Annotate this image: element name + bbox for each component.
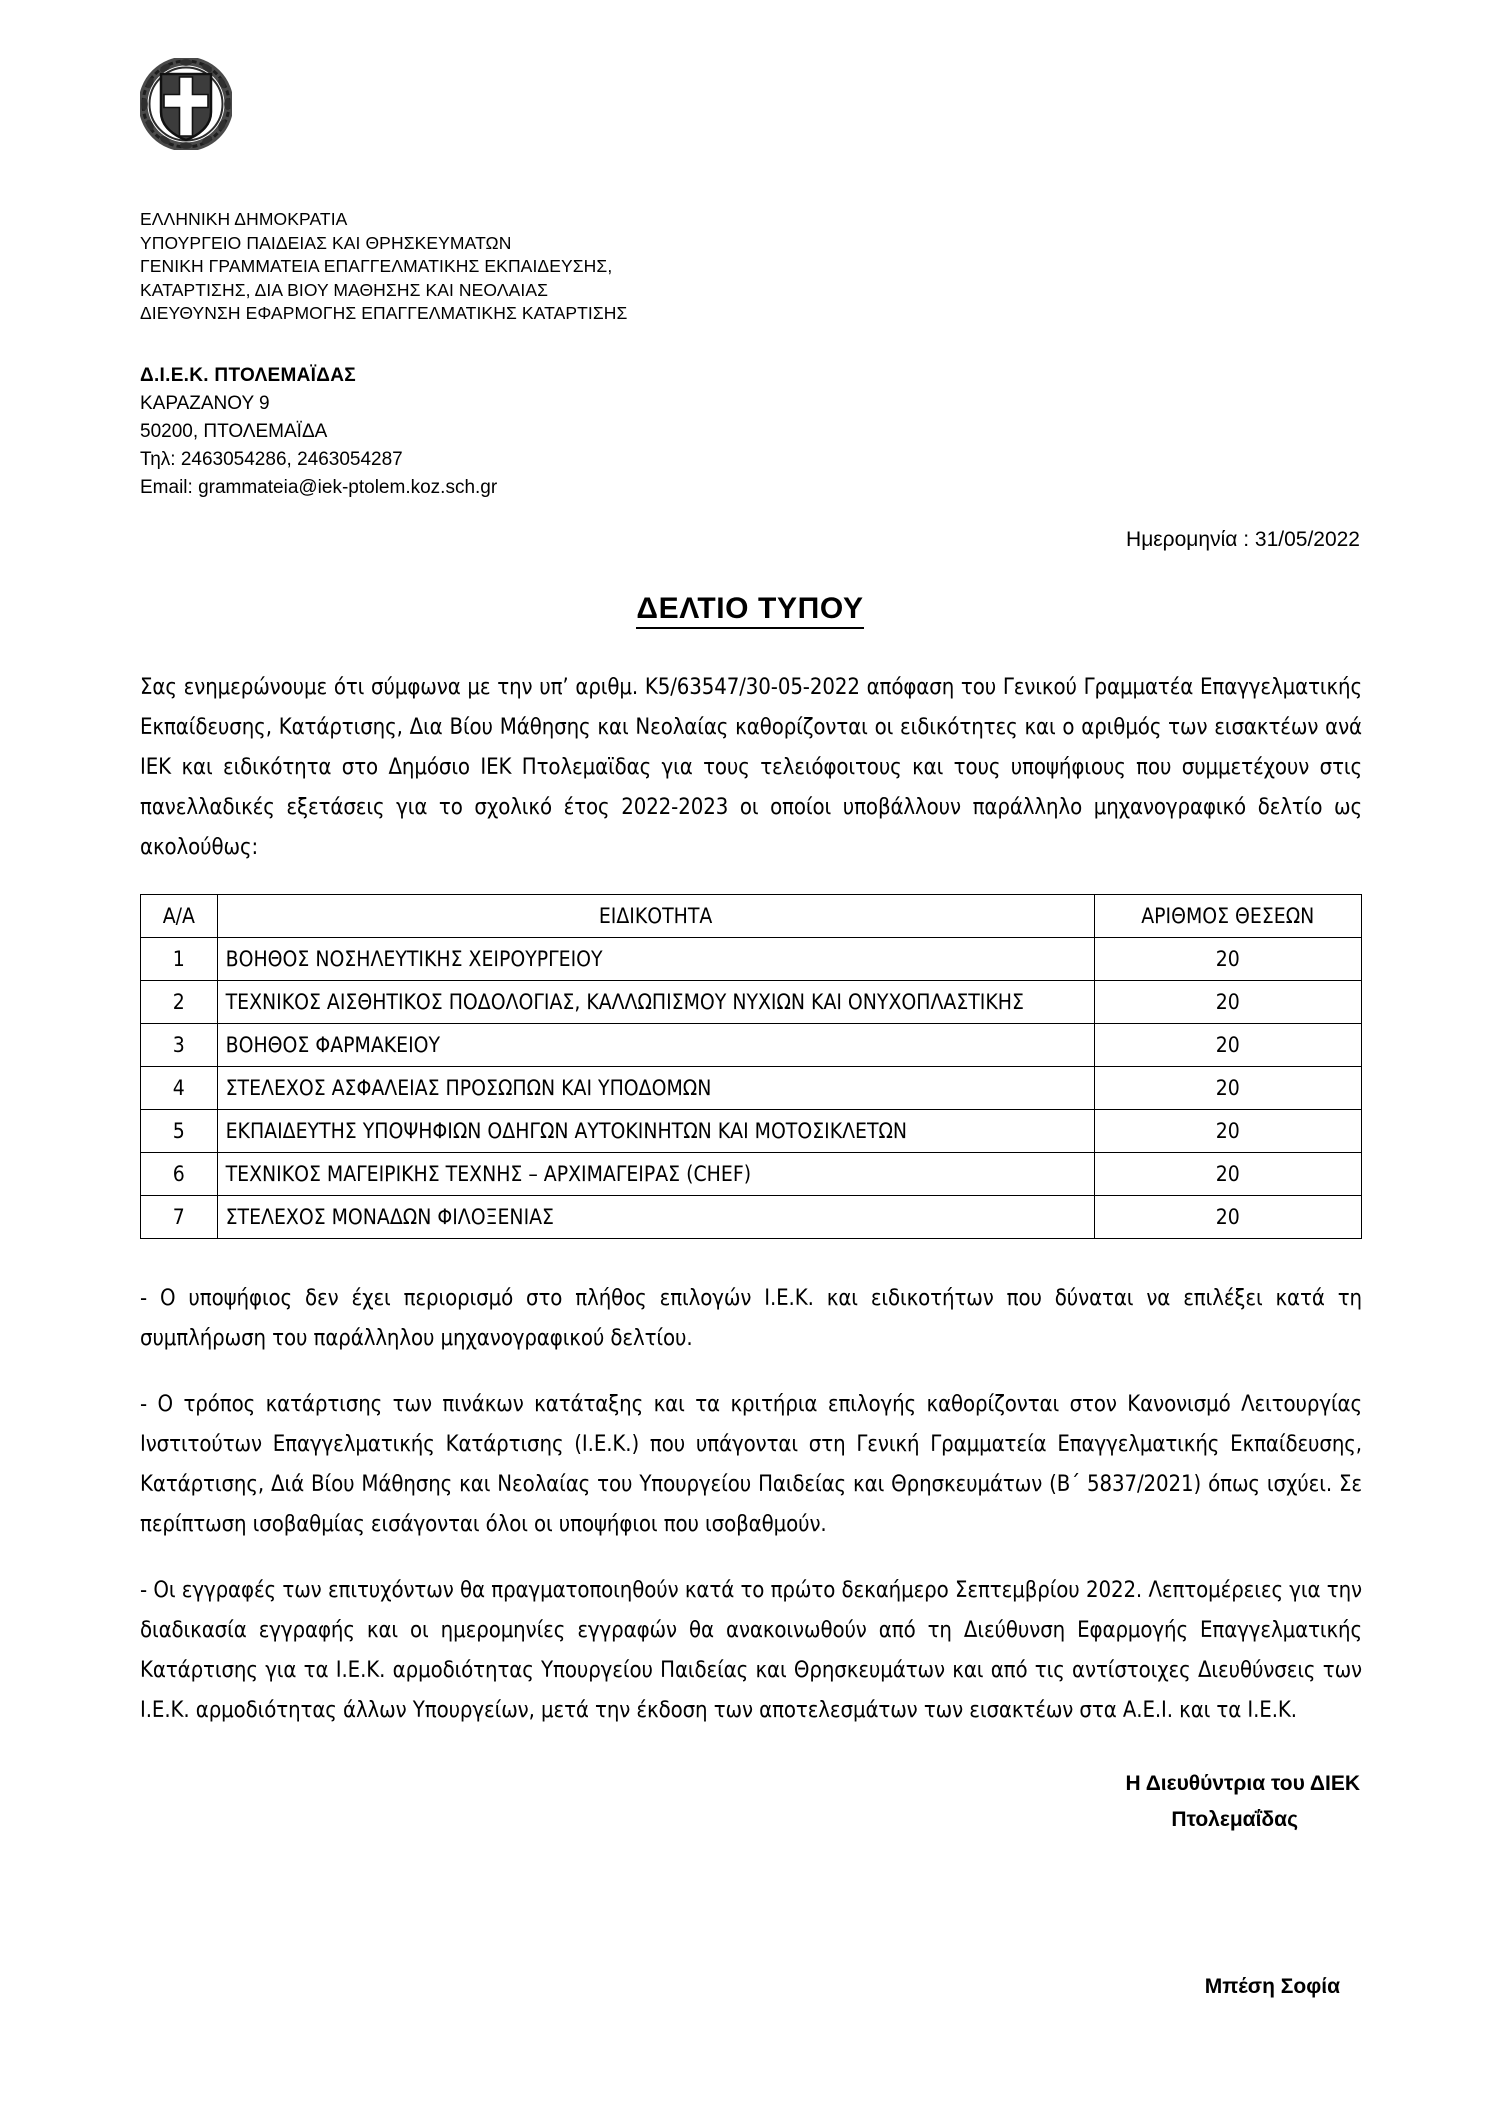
cell-index: 6 <box>141 1153 218 1196</box>
cell-specialty: ΒΟΗΘΟΣ ΝΟΣΗΛΕΥΤΙΚΗΣ ΧΕΙΡΟΥΡΓΕΙΟΥ <box>217 938 1094 981</box>
cell-positions: 20 <box>1094 1153 1361 1196</box>
intro-paragraph: Σας ενημερώνουμε ότι σύμφωνα με την υπ’ αριθμ. Κ5/63547/30-05-2022 απόφαση του Γενικού Γραμματέα Επαγγελματικής Εκπαίδευσης, Κατάρτισης, Δια Βίου Μάθησης και Νεολαίας καθορίζονται οι ειδικότητες και ο αριθμός των εισακτέων ανά ΙΕΚ και ειδικότητα στο Δημόσιο ΙΕΚ Πτολεμαϊδας για τους τελειόφοιτους και τους υποψήφιους που συμμετέχουν στις πανελλαδικές εξετάσεις για το σχολικό έτος 2022-2023 οι οποίοι υποβάλλουν παράλληλο μηχανογραφικό δελτίο ως ακολούθως: <box>140 675 1362 860</box>
document-body <box>140 668 1362 1731</box>
note-paragraph-2: - Ο τρόπος κατάρτισης των πινάκων κατάταξης και τα κριτήρια επιλογής καθορίζονται στον Κανονισμό Λειτουργίας Ινστιτούτων Επαγγελματικής Κατάρτισης (Ι.Ε.Κ.) που υπάγονται στη Γενική Γραμματεία Επαγγελματικής Εκπαίδευσης, Κατάρτισης, Διά Βίου Μάθησης και Νεολαίας του Υπουργείου Παιδείας και Θρησκευμάτων (Β΄ 5837/2021) όπως ισχύει. Σε περίπτωση ισοβαθμίας εισάγονται όλοι οι υποψήφιοι που ισοβαθμούν. <box>140 1392 1362 1537</box>
cell-specialty: ΣΤΕΛΕΧΟΣ ΜΟΝΑΔΩΝ ΦΙΛΟΞΕΝΙΑΣ <box>217 1196 1094 1239</box>
cell-positions: 20 <box>1094 1067 1361 1110</box>
organization-email: Email: grammateia@iek-ptolem.koz.sch.gr <box>140 477 498 498</box>
cell-positions: 20 <box>1094 1196 1361 1239</box>
cell-positions: 20 <box>1094 1024 1361 1067</box>
table-header-row <box>141 895 1362 938</box>
page-title-text: ΔΕΛΤΙΟ ΤΥΠΟΥ <box>636 592 863 629</box>
table-row <box>141 1196 1362 1239</box>
cell-positions: 20 <box>1094 981 1361 1024</box>
letterhead-line-1: ΕΛΛΗΝΙΚΗ ΔΗΜΟΚΡΑΤΙΑ <box>140 209 348 229</box>
table-row <box>141 938 1362 981</box>
letterhead-line-4: ΚΑΤΑΡΤΙΣΗΣ, ΔΙΑ ΒΙΟΥ ΜΑΘΗΣΗΣ ΚΑΙ ΝΕΟΛΑΙΑΣ <box>140 279 549 300</box>
cell-specialty: ΤΕΧΝΙΚΟΣ ΜΑΓΕΙΡΙΚΗΣ ΤΕΧΝΗΣ – ΑΡΧΙΜΑΓΕΙΡΑΣ (CHEF) <box>217 1153 1094 1196</box>
letterhead-line-5: ΔΙΕΥΘΥΝΣΗ ΕΦΑΡΜΟΓΗΣ ΕΠΑΓΓΕΛΜΑΤΙΚΗΣ ΚΑΤΑΡΤΙΣΗΣ <box>140 303 628 323</box>
table-row <box>141 1067 1362 1110</box>
cell-index: 3 <box>141 1024 218 1067</box>
cell-specialty: ΤΕΧΝΙΚΟΣ ΑΙΣΘΗΤΙΚΟΣ ΠΟΔΟΛΟΓΙΑΣ, ΚΑΛΛΩΠΙΣΜΟΥ ΝΥΧΙΩΝ ΚΑΙ ΟΝΥΧΟΠΛΑΣΤΙΚΗΣ <box>217 981 1094 1024</box>
cell-positions: 20 <box>1094 938 1361 981</box>
table-row <box>141 1110 1362 1153</box>
signature-block <box>0 1766 1360 1838</box>
document-date: Ημερομηνία : 31/05/2022 <box>1126 528 1360 551</box>
signature-title-line-2: Πτολεμαΐδας <box>1171 1808 1298 1831</box>
organization-phone: Τηλ: 2463054286, 2463054287 <box>140 449 403 470</box>
note-paragraph-1: - Ο υποψήφιος δεν έχει περιορισμό στο πλήθος επιλογών Ι.Ε.Κ. και ειδικοτήτων που δύναται να επιλέξει κατά τη συμπλήρωση του παράλληλου μηχανογραφικού δελτίου. <box>140 1286 1362 1351</box>
cell-index: 5 <box>141 1110 218 1153</box>
letterhead-block <box>140 208 760 326</box>
cell-specialty: ΒΟΗΘΟΣ ΦΑΡΜΑΚΕΙΟΥ <box>217 1024 1094 1067</box>
organization-city: 50200, ΠΤΟΛΕΜΑΪΔΑ <box>140 421 328 442</box>
specialties-table-wrapper <box>140 894 1362 1239</box>
cell-positions: 20 <box>1094 1110 1361 1153</box>
page-title <box>0 592 1500 626</box>
table-row <box>141 981 1362 1024</box>
header-index: Α/Α <box>141 895 218 938</box>
cell-index: 4 <box>141 1067 218 1110</box>
header-positions: ΑΡΙΘΜΟΣ ΘΕΣΕΩΝ <box>1094 895 1361 938</box>
organization-street: ΚΑΡΑΖΑΝΟΥ 9 <box>140 393 270 414</box>
signer-name: Μπέση Σοφία <box>1204 1975 1340 1998</box>
cell-index: 1 <box>141 938 218 981</box>
note-paragraph-3: - Οι εγγραφές των επιτυχόντων θα πραγματοποιηθούν κατά το πρώτο δεκαήμερο Σεπτεμβρίου 2022. Λεπτομέρειες για την διαδικασία εγγραφής και οι ημερομηνίες εγγραφών θα ανακοινωθούν από τη Διεύθυνση Εφαρμογής Επαγγελματικής Κατάρτισης για τα Ι.Ε.Κ. αρμοδιότητας Υπουργείου Παιδείας και Θρησκευμάτων και από τις αντίστοιχες Διευθύνσεις των Ι.Ε.Κ. αρμοδιότητας άλλων Υπουργείων, μετά την έκδοση των αποτελεσμάτων των εισακτέων στα Α.Ε.Ι. και τα Ι.Ε.Κ. <box>140 1578 1362 1723</box>
organization-contact-block <box>140 362 760 502</box>
cell-specialty: ΕΚΠΑΙΔΕΥΤΗΣ ΥΠΟΨΗΦΙΩΝ ΟΔΗΓΩΝ ΑΥΤΟΚΙΝΗΤΩΝ ΚΑΙ ΜΟΤΟΣΙΚΛΕΤΩΝ <box>217 1110 1094 1153</box>
greek-coat-of-arms-icon <box>140 58 232 150</box>
cell-index: 2 <box>141 981 218 1024</box>
table-row <box>141 1153 1362 1196</box>
specialties-table <box>140 894 1362 1239</box>
letterhead-line-3: ΓΕΝΙΚΗ ΓΡΑΜΜΑΤΕΙΑ ΕΠΑΓΓΕΛΜΑΤΙΚΗΣ ΕΚΠΑΙΔΕΥΣΗΣ, <box>140 256 613 276</box>
table-row <box>141 1024 1362 1067</box>
cell-index: 7 <box>141 1196 218 1239</box>
header-specialty: ΕΙΔΙΚΟΤΗΤΑ <box>217 895 1094 938</box>
signature-title-line-1: Η Διευθύντρια του ΔΙΕΚ <box>1125 1772 1360 1795</box>
organization-name: Δ.Ι.Ε.Κ. ΠΤΟΛΕΜΑΪΔΑΣ <box>140 365 356 386</box>
cell-specialty: ΣΤΕΛΕΧΟΣ ΑΣΦΑΛΕΙΑΣ ΠΡΟΣΩΠΩΝ ΚΑΙ ΥΠΟΔΟΜΩΝ <box>217 1067 1094 1110</box>
letterhead-line-2: ΥΠΟΥΡΓΕΙΟ ΠΑΙΔΕΙΑΣ ΚΑΙ ΘΡΗΣΚΕΥΜΑΤΩΝ <box>140 232 512 253</box>
